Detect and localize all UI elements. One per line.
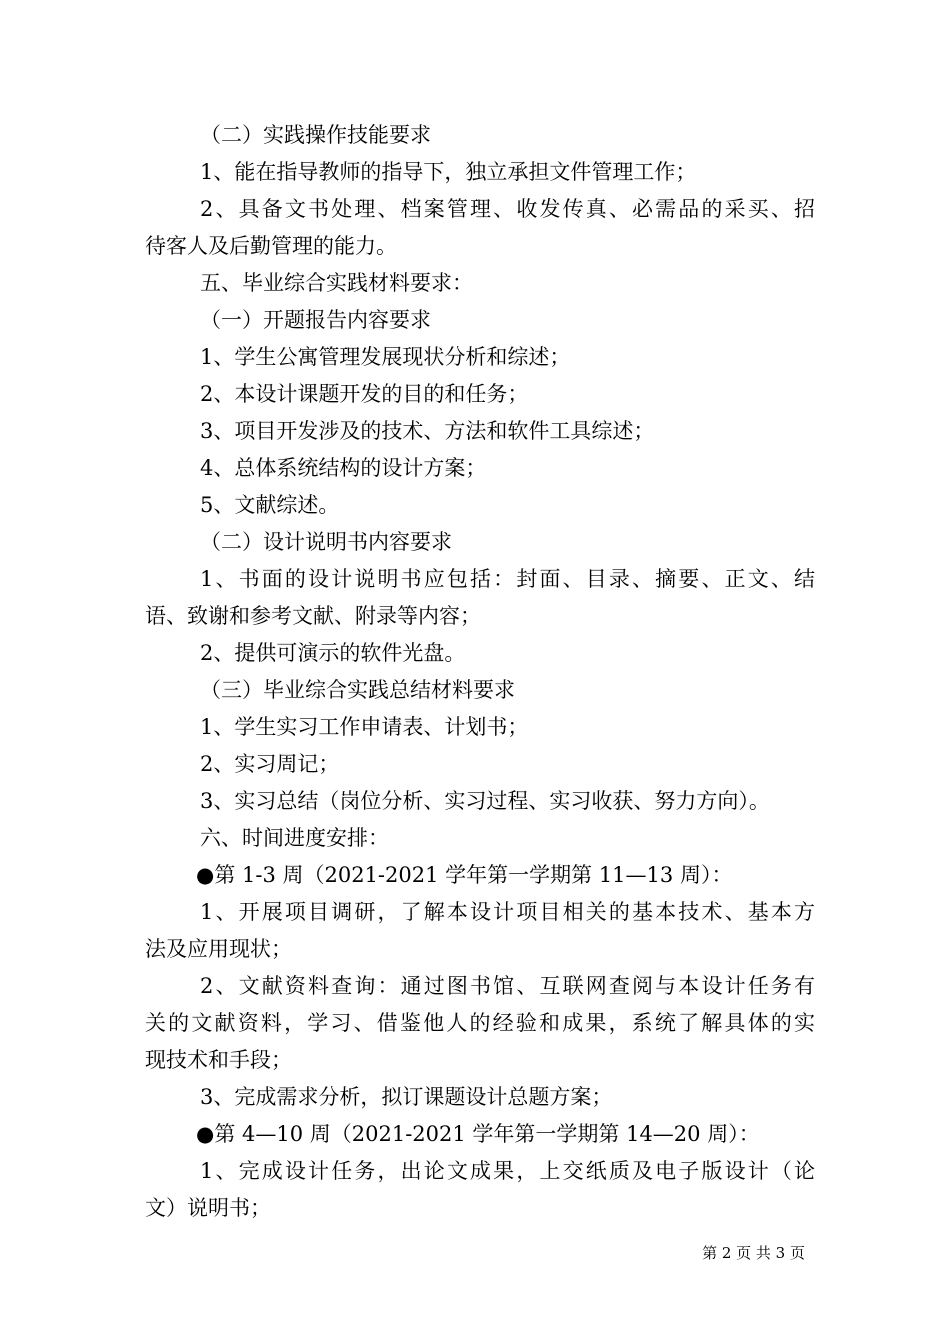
paragraph-line: 2、文献资料查询：通过图书馆、互联网查阅与本设计任务有 — [200, 974, 815, 998]
paragraph-line: 1、完成设计任务，出论文成果，上交纸质及电子版设计（论 — [200, 1159, 815, 1183]
paragraph-line: 1、书面的设计说明书应包括：封面、目录、摘要、正文、结 — [200, 567, 815, 591]
subheading-summary-materials: （三）毕业综合实践总结材料要求 — [200, 678, 515, 702]
paragraph-line: 1、学生实习工作申请表、计划书； — [200, 715, 529, 739]
paragraph-line: 待客人及后勤管理的能力。 — [145, 234, 397, 258]
paragraph-line: 语、致谢和参考文献、附录等内容； — [145, 604, 481, 628]
paragraph-line: 1、学生公寓管理发展现状分析和综述； — [200, 345, 571, 369]
paragraph-line: 2、具备文书处理、档案管理、收发传真、必需品的采买、招 — [200, 197, 815, 221]
paragraph-line: 4、总体系统结构的设计方案； — [200, 456, 487, 480]
subheading-design-spec: （二）设计说明书内容要求 — [200, 530, 452, 554]
paragraph-line: 3、完成需求分析，拟订课题设计总题方案； — [200, 1085, 613, 1109]
paragraph-line: 1、开展项目调研，了解本设计项目相关的基本技术、基本方 — [200, 900, 815, 924]
paragraph-line: 2、提供可演示的软件光盘。 — [200, 641, 466, 665]
heading-practice-skills: （二）实践操作技能要求 — [200, 123, 431, 147]
paragraph-line: 2、本设计课题开发的目的和任务； — [200, 382, 529, 406]
paragraph-line: 1、能在指导教师的指导下，独立承担文件管理工作； — [200, 160, 697, 184]
paragraph-line: 关的文献资料，学习、借鉴他人的经验和成果，系统了解具体的实 — [145, 1011, 815, 1035]
paragraph-line: 3、项目开发涉及的技术、方法和软件工具综述； — [200, 419, 655, 443]
paragraph-line: 3、实习总结（岗位分析、实习过程、实习收获、努力方向）。 — [200, 789, 770, 813]
section-heading-5: 五、毕业综合实践材料要求： — [200, 271, 473, 295]
paragraph-line: 文）说明书； — [145, 1196, 271, 1220]
section-heading-6: 六、时间进度安排： — [200, 826, 389, 850]
page-number-footer: 第 2 页 共 3 页 — [702, 1244, 805, 1262]
paragraph-line: 2、实习周记； — [200, 752, 340, 776]
paragraph-line: 5、文献综述。 — [200, 493, 340, 517]
schedule-bullet-2: ●第 4—10 周（2021-2021 学年第一学期第 14—20 周）： — [196, 1122, 760, 1146]
paragraph-line: 现技术和手段； — [145, 1048, 292, 1072]
paragraph-line: 法及应用现状； — [145, 937, 292, 961]
schedule-bullet-1: ●第 1-3 周（2021-2021 学年第一学期第 11—13 周）： — [196, 863, 733, 887]
subheading-proposal: （一）开题报告内容要求 — [200, 308, 431, 332]
